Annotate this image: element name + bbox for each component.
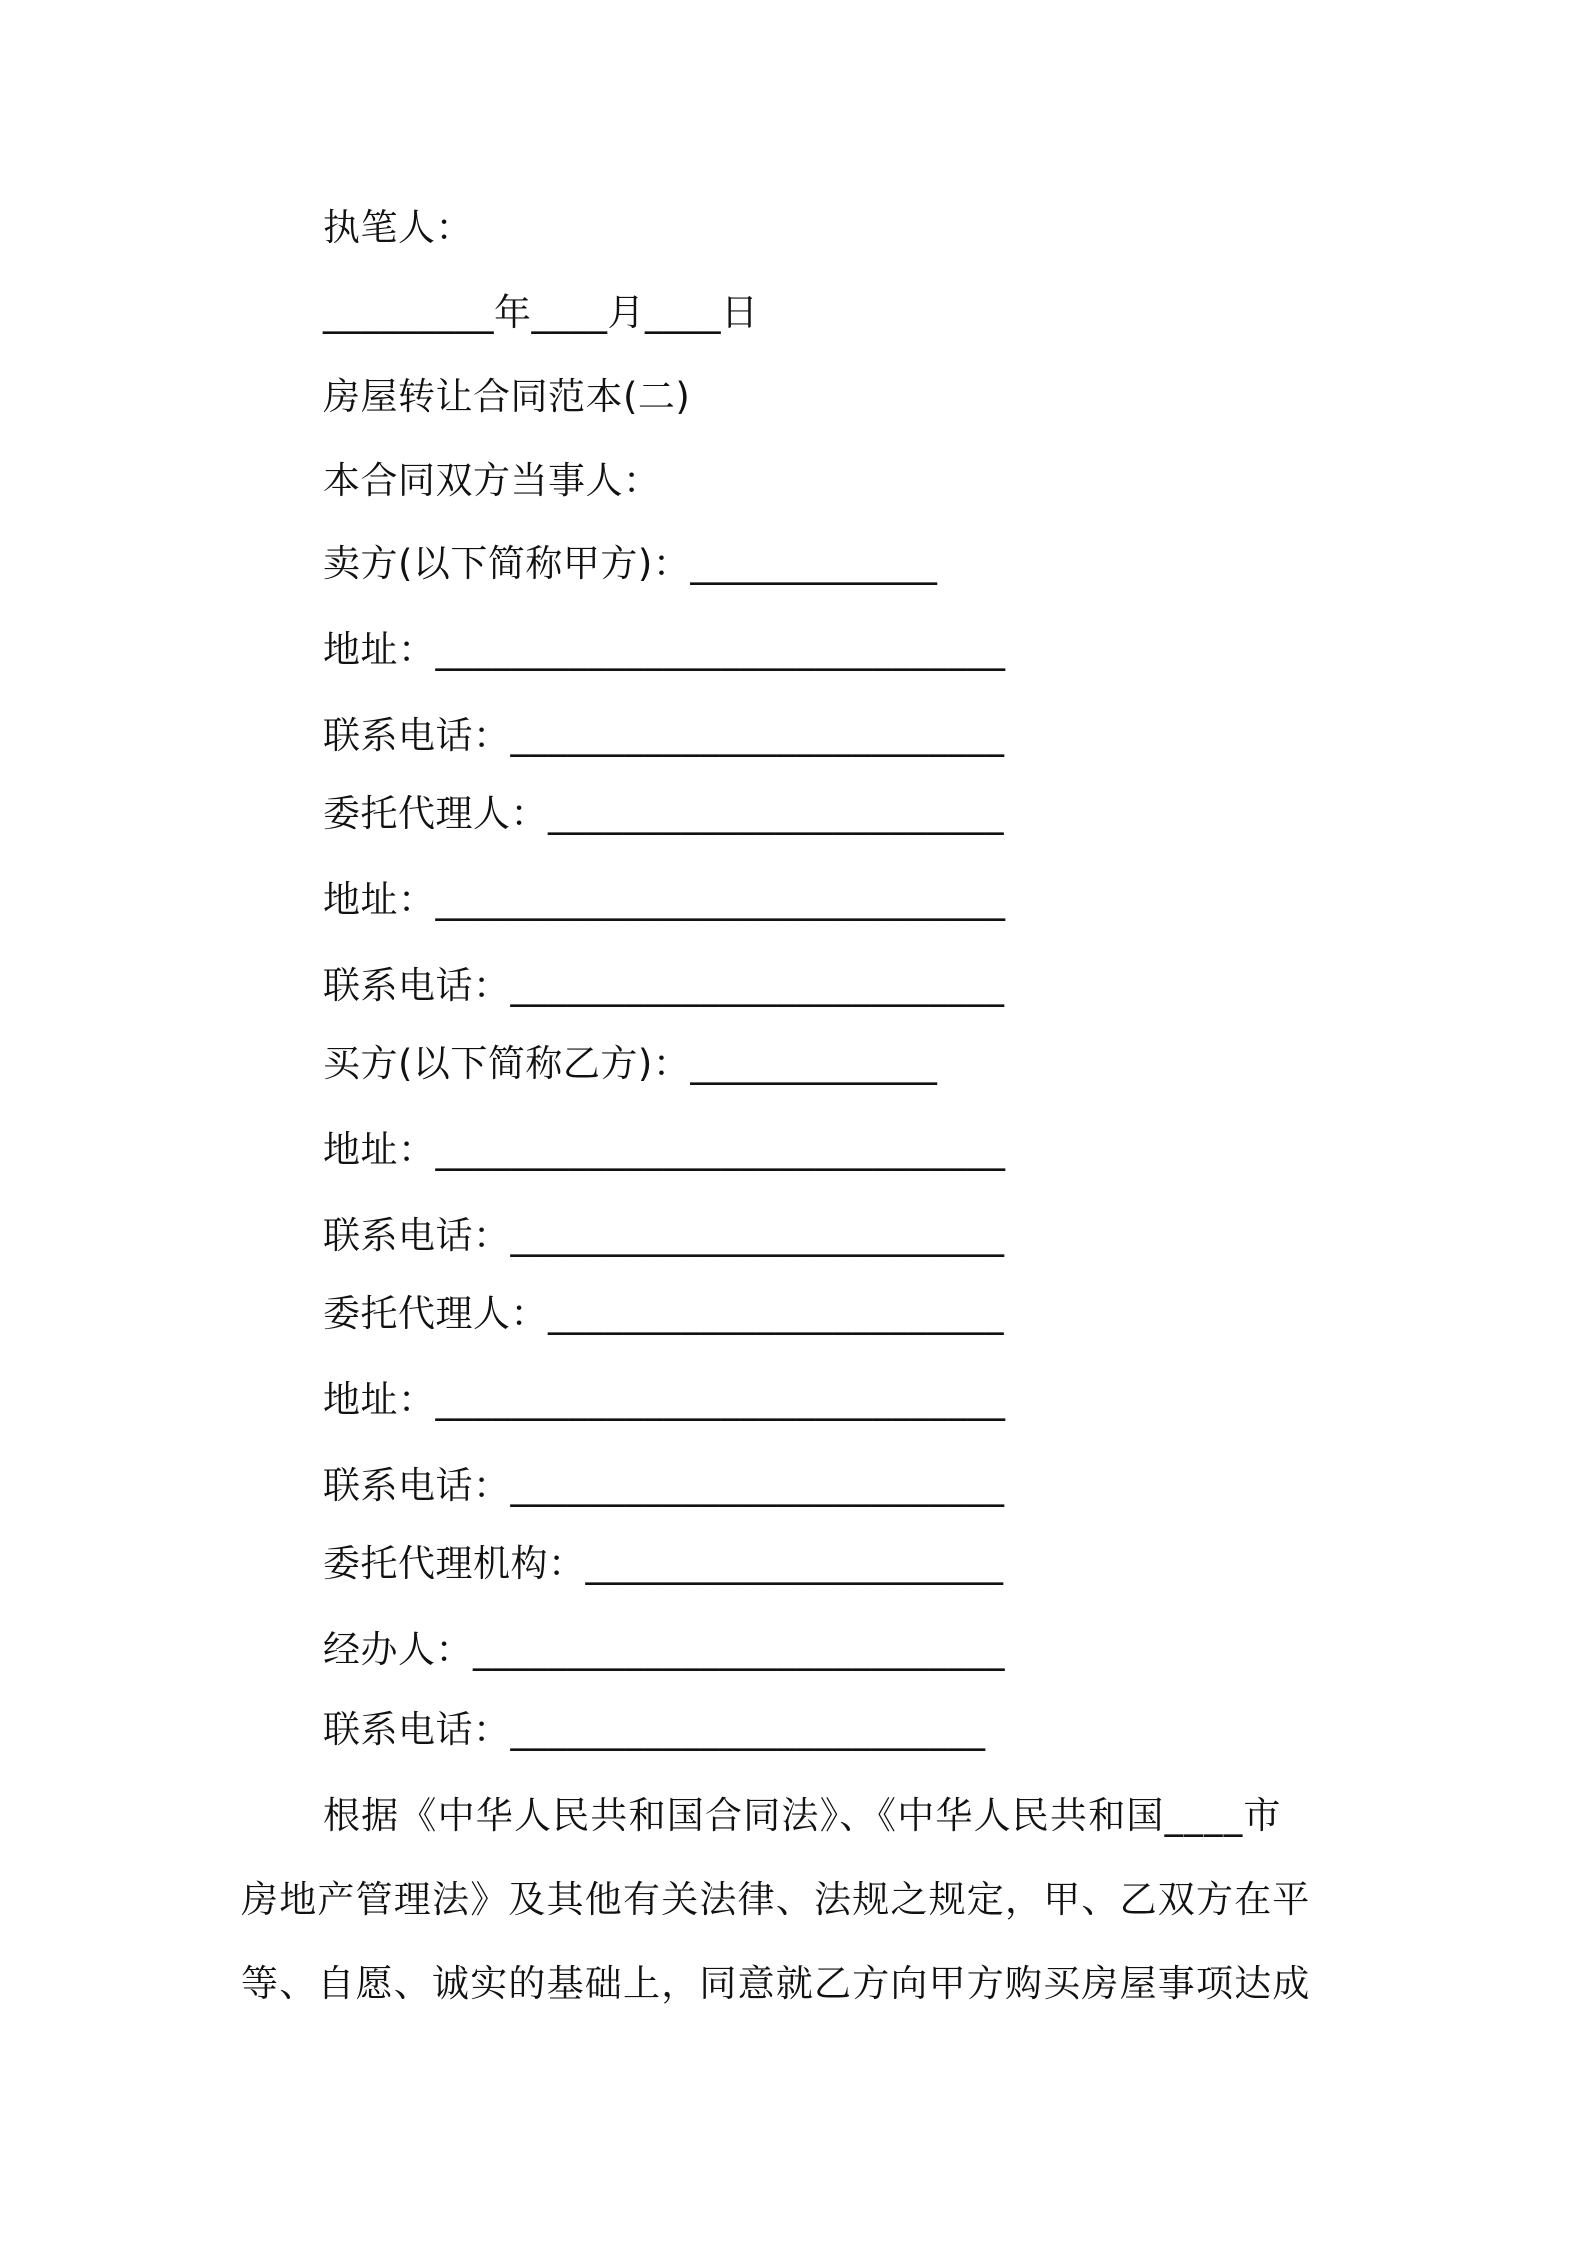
signer-label: 执笔人： [323, 206, 473, 249]
seller-agent-phone-field: 联系电话：__________________________ [323, 964, 1005, 1007]
seller-phone-field: 联系电话：__________________________ [323, 714, 1005, 757]
paragraph-line: 根据《中华人民共和国合同法》、《中华人民共和国____市 [323, 1794, 1282, 1837]
seller-address-field: 地址：______________________________ [323, 628, 1006, 671]
seller-agent-field: 委托代理人：________________________ [323, 792, 1004, 835]
legal-basis-paragraph [241, 1774, 1357, 2026]
buyer-agent-phone-field: 联系电话：__________________________ [323, 1464, 1005, 1507]
buyer-phone-field: 联系电话：__________________________ [323, 1214, 1005, 1257]
buyer-agent-field: 委托代理人：________________________ [323, 1292, 1004, 1335]
seller-agent-address-field: 地址：______________________________ [323, 878, 1006, 921]
seller-field: 卖方(以下简称甲方)：_____________ [323, 542, 938, 585]
parties-heading: 本合同双方当事人： [323, 459, 661, 502]
handler-field: 经办人：____________________________ [323, 1628, 1005, 1671]
agency-phone-field: 联系电话：_________________________ [323, 1708, 986, 1751]
buyer-field: 买方(以下简称乙方)：_____________ [323, 1042, 938, 1085]
buyer-address-field: 地址：______________________________ [323, 1128, 1006, 1171]
document-title: 房屋转让合同范本(二) [323, 375, 691, 418]
buyer-agent-address-field: 地址：______________________________ [323, 1378, 1006, 1421]
date-line: _________年____月____日 [323, 291, 759, 334]
paragraph-line: 房地产管理法》及其他有关法律、法规之规定，甲、乙双方在平 [241, 1878, 1311, 1921]
paragraph-line: 等、自愿、诚实的基础上，同意就乙方向甲方购买房屋事项达成 [241, 1962, 1311, 2005]
agency-field: 委托代理机构：______________________ [323, 1542, 1004, 1585]
